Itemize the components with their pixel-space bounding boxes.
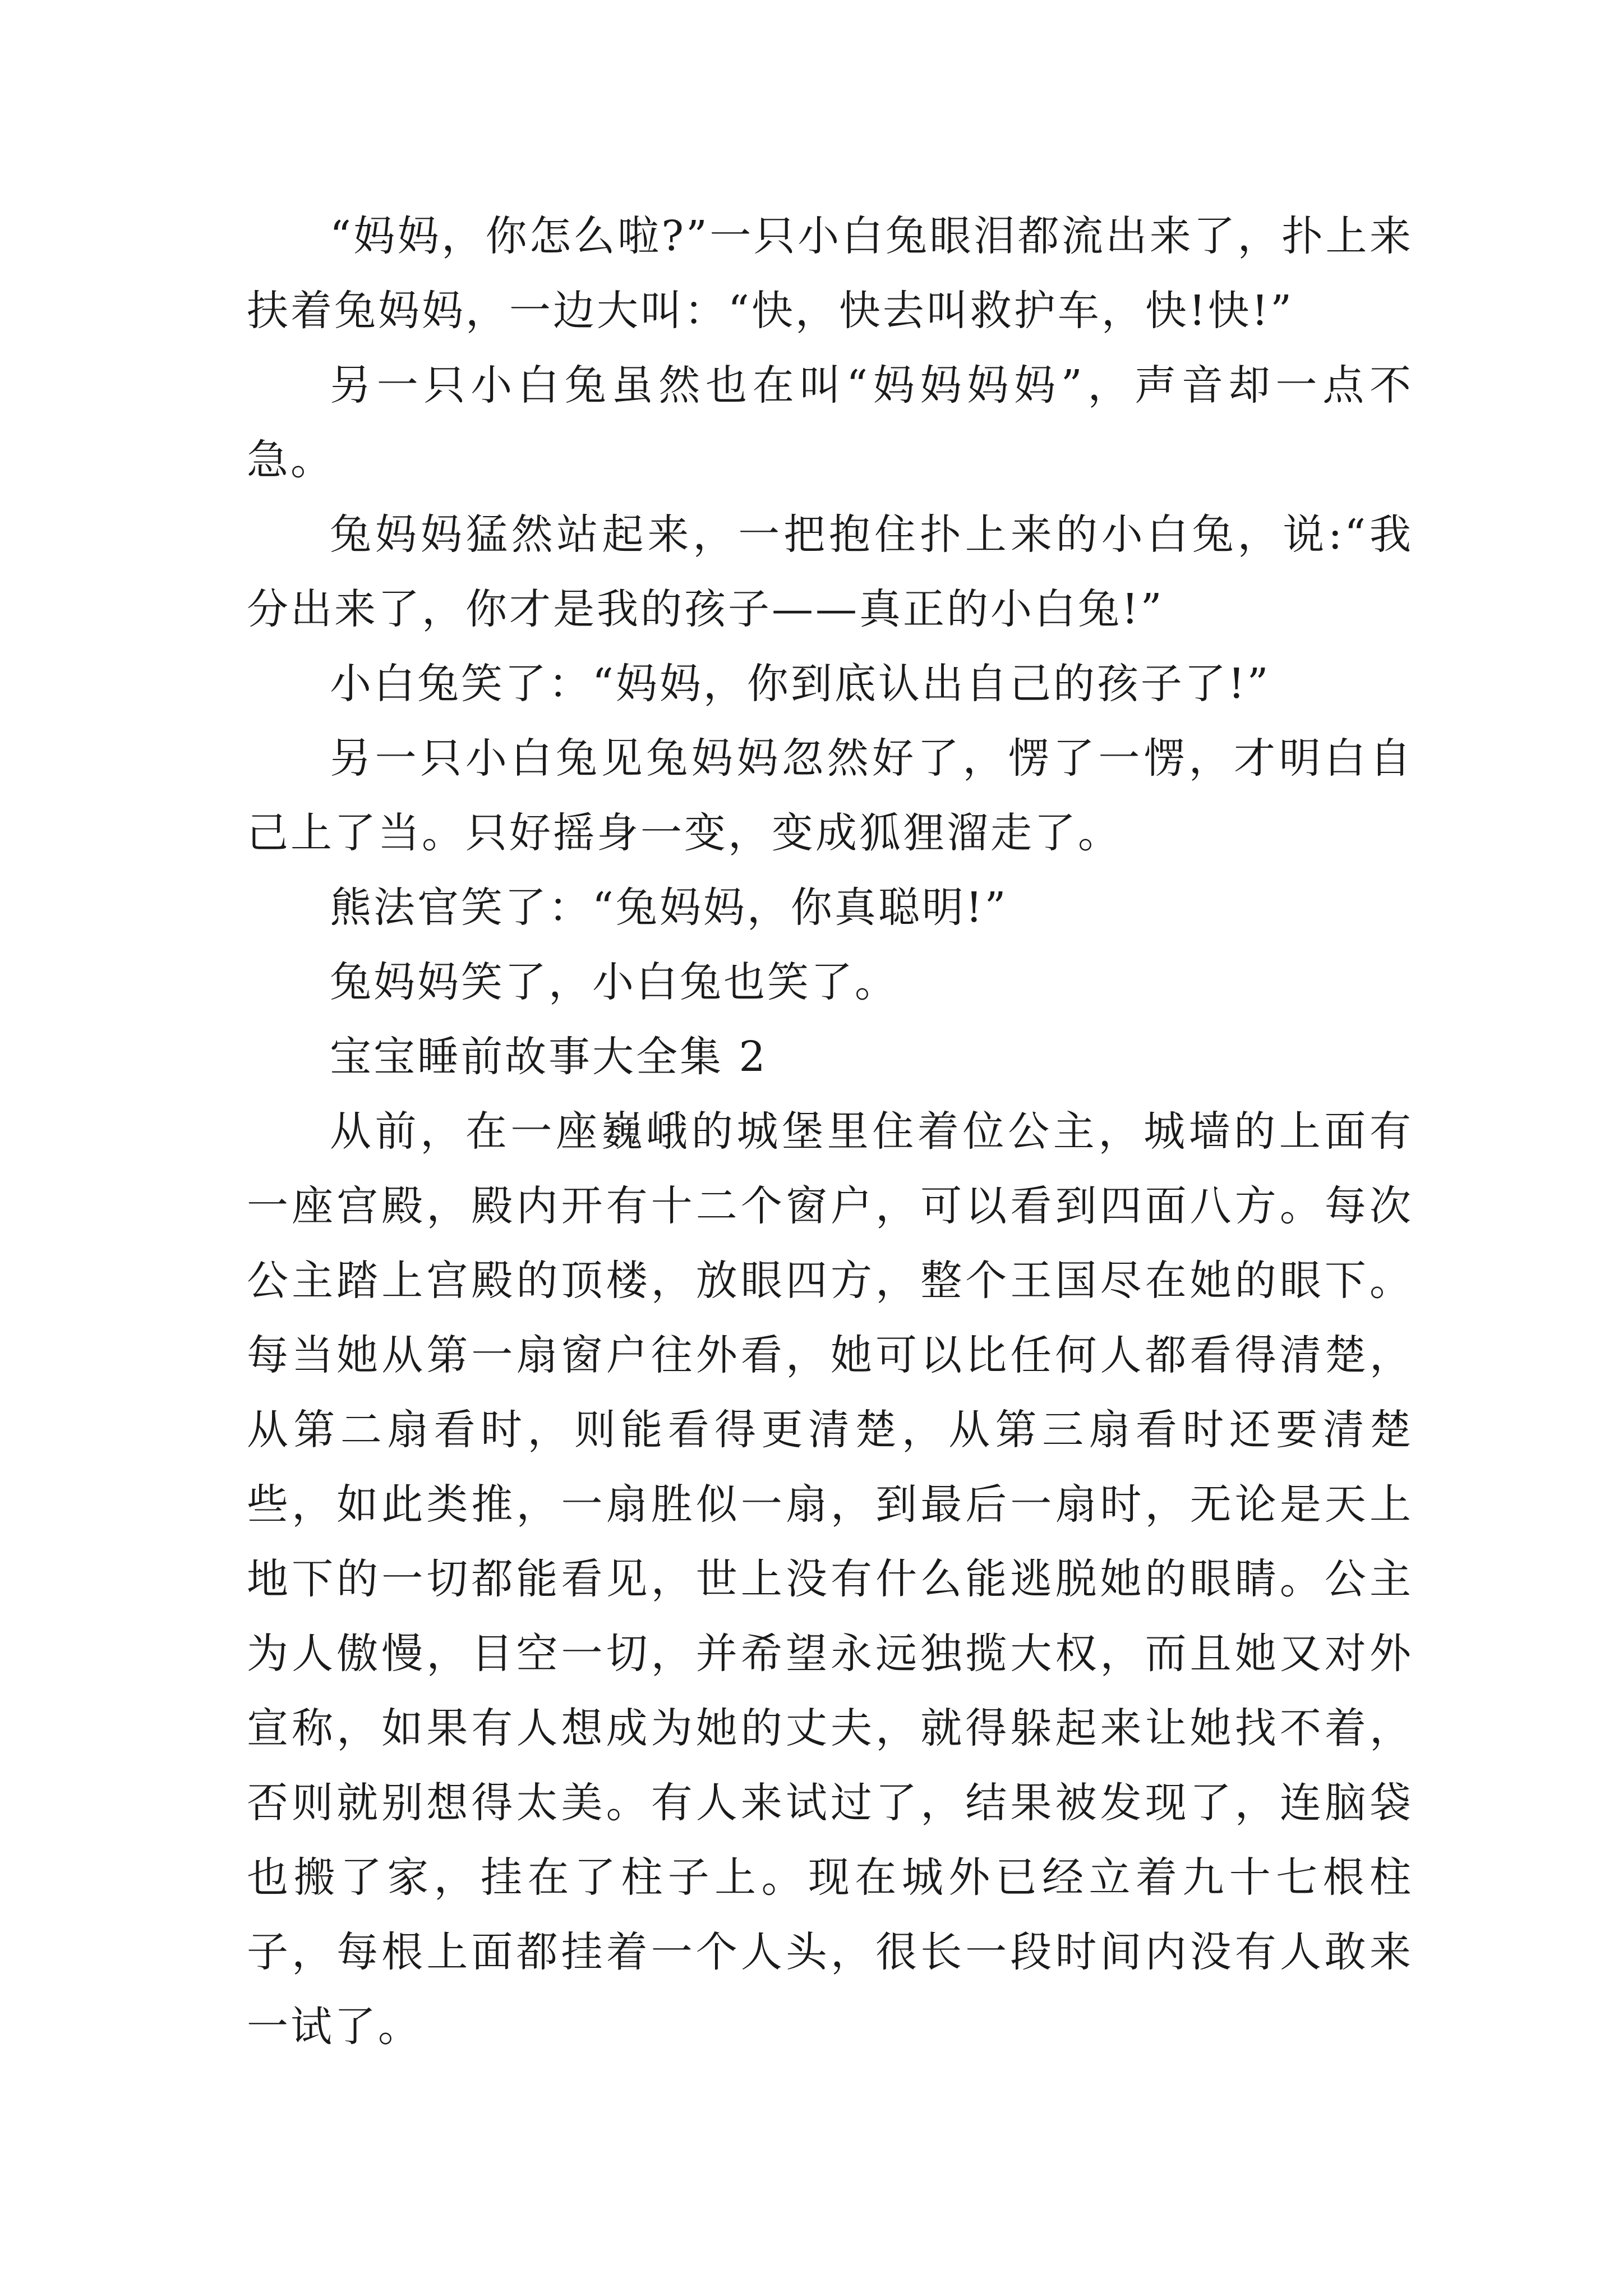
section-title: 宝宝睡前故事大全集 2	[330, 1033, 768, 1081]
paragraph-3: 兔妈妈猛然站起来，一把抱住扑上来的小白兔，说:“我分出来了，你才是我的孩子——真正的小白兔!”	[247, 510, 1413, 633]
paragraph-4: 小白兔笑了：“妈妈，你到底认出自己的孩子了!”	[330, 660, 1271, 708]
section-paragraph: 从前，在一座巍峨的城堡里住着位公主，城墙的上面有一座宫殿，殿内开有十二个窗户，可以看到四面八方。每次公主踏上宫殿的顶楼，放眼四方，整个王国尽在她的眼下。每当她从第一扇窗户往外看，她可以比任何人都看得清楚，从第二扇看时，则能看得更清楚，从第三扇看时还要清楚些，如此类推，一扇胜似一扇，到最后一扇时，无论是天上地下的一切都能看见，世上没有什么能逃脱她的眼睛。公主为人傲慢，目空一切，并希望永远独揽大权，而且她又对外宣称，如果有人想成为她的丈夫，就得躲起来让她找不着，否则就别想得太美。有人来试过了，结果被发现了，连脑袋也搬了家，挂在了柱子上。现在城外已经立着九十七根柱子，每根上面都挂着一个人头，很长一段时间内没有人敢来一试了。	[247, 1107, 1413, 2051]
paragraph-1: “妈妈，你怎么啦?”一只小白兔眼泪都流出来了，扑上来扶着兔妈妈，一边大叫：“快，快去叫救护车，快!快!”	[247, 212, 1413, 335]
paragraph-5: 另一只小白兔见兔妈妈忽然好了，愣了一愣，才明白自己上了当。只好摇身一变，变成狐狸溜走了。	[247, 734, 1413, 857]
paragraph-2: 另一只小白兔虽然也在叫“妈妈妈妈”，声音却一点不急。	[247, 361, 1413, 484]
paragraph-6: 熊法官笑了：“兔妈妈，你真聪明!”	[330, 884, 1008, 932]
paragraph-7: 兔妈妈笑了，小白兔也笑了。	[330, 958, 898, 1006]
document-body	[247, 199, 1413, 2064]
